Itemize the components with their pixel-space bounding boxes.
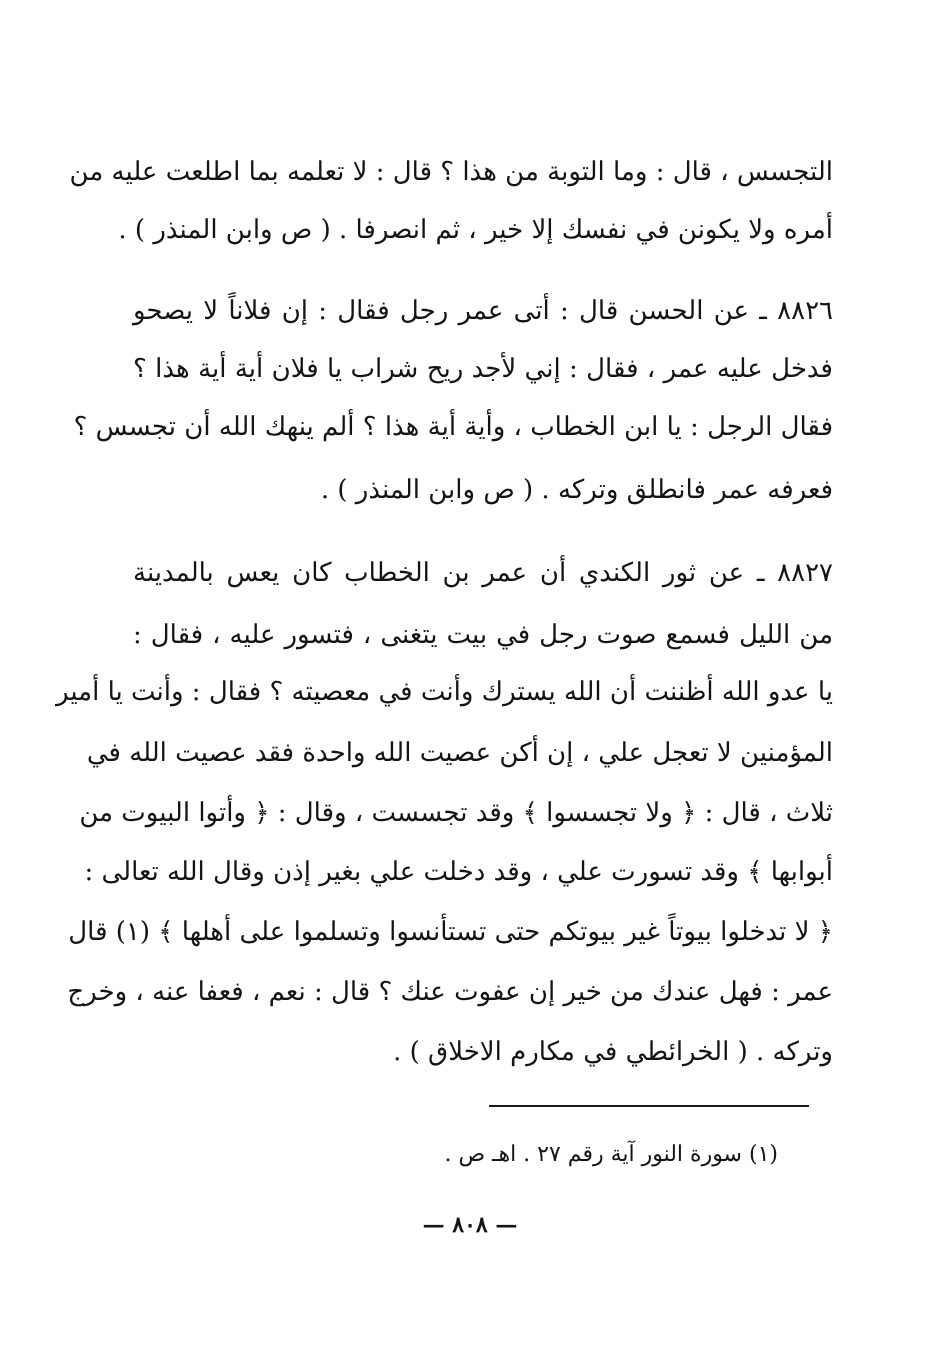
- text-line-2: أمره ولا يكونن في نفسك إلا خير ، ثم انصرفا . ( ص وابن المنذر ) .: [118, 215, 833, 245]
- hadith-8826-line-2: فدخل عليه عمر ، فقال : إني لأجد ريح شراب يا فلان أية أية هذا ؟: [133, 354, 833, 384]
- hadith-8827-line-6: أبوابها ﴾ وقد تسورت علي ، وقد دخلت علي بغير إذن وقال الله تعالى :: [84, 857, 833, 887]
- footnote-divider: [489, 1105, 809, 1107]
- hadith-8826-line-1: ٨٨٢٦ ـ عن الحسن قال : أتى عمر رجل فقال : إن فلاناً لا يصحو: [133, 296, 833, 326]
- footnote: (١) سورة النور آية رقم ٢٧ . اهـ ص .: [444, 1142, 778, 1167]
- page-number: — ٨٠٨ —: [422, 1212, 518, 1238]
- hadith-8827-line-9: وتركه . ( الخرائطي في مكارم الاخلاق ) .: [393, 1037, 833, 1067]
- hadith-8827-line-4: المؤمنين لا تعجل علي ، إن أكن عصيت الله واحدة فقد عصيت الله في: [86, 738, 833, 768]
- hadith-8826-line-4: فعرفه عمر فانطلق وتركه . ( ص وابن المنذر ) .: [320, 475, 833, 505]
- hadith-8827-line-3: يا عدو الله أظننت أن الله يسترك وأنت في معصيته ؟ فقال : وأنت يا أمير: [55, 677, 833, 707]
- hadith-8827-line-5: ثلاث ، قال : ﴿ ولا تجسسوا ﴾ وقد تجسست ، وقال : ﴿ وأتوا البيوت من: [79, 798, 833, 828]
- hadith-8826-line-3: فقال الرجل : يا ابن الخطاب ، وأية أية هذا ؟ ألم ينهك الله أن تجسس ؟: [73, 412, 833, 442]
- hadith-8827-line-2: من الليل فسمع صوت رجل في بيت يتغنى ، فتسور عليه ، فقال :: [133, 620, 833, 650]
- text-line-1: التجسس ، قال : وما التوبة من هذا ؟ قال : لا تعلمه بما اطلعت عليه من: [69, 157, 833, 187]
- hadith-8827-line-7: ﴿ لا تدخلوا بيوتاً غير بيوتكم حتى تستأنسوا وتسلموا على أهلها ﴾ (١) قال: [68, 917, 833, 947]
- hadith-8827-line-1: ٨٨٢٧ ـ عن ثور الكندي أن عمر بن الخطاب كان يعس بالمدينة: [133, 558, 833, 588]
- hadith-8827-line-8: عمر : فهل عندك من خير إن عفوت عنك ؟ قال : نعم ، فعفا عنه ، وخرج: [67, 977, 833, 1007]
